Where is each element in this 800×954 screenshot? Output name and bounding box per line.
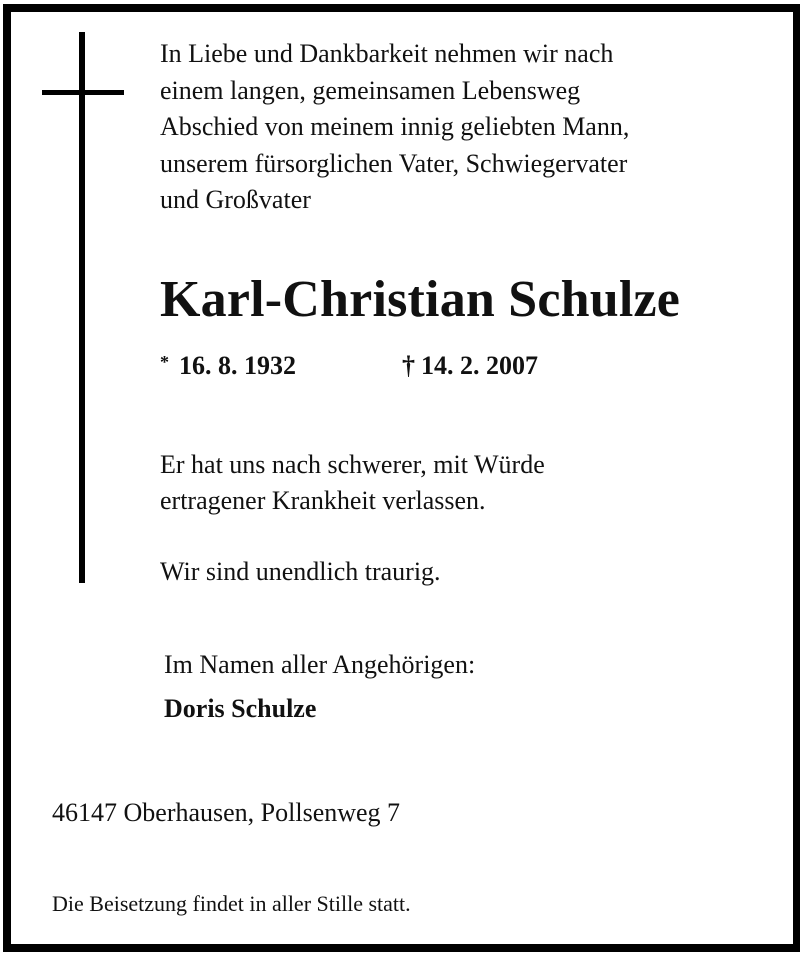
birth-star-icon: *	[160, 352, 169, 372]
intro-line: und Großvater	[160, 185, 311, 214]
sadness-line: Wir sind unendlich traurig.	[160, 557, 441, 586]
intro-line: unserem fürsorglichen Vater, Schwiegervater	[160, 148, 628, 178]
signer-name: Doris Schulze	[164, 694, 317, 723]
cross-horizontal-bar	[42, 90, 124, 95]
death-date-group	[402, 351, 538, 381]
intro-line: einem langen, gemeinsamen Lebensweg	[160, 75, 581, 105]
address: 46147 Oberhausen, Pollsenweg 7	[52, 798, 401, 827]
farewell-message	[160, 447, 545, 519]
cross-vertical-bar	[79, 32, 85, 583]
intro-line: In Liebe und Dankbarkeit nehmen wir nach	[160, 39, 614, 68]
funeral-note: Die Beisetzung findet in aller Stille statt.	[52, 891, 411, 916]
message-line: Er hat uns nach schwerer, mit Würde	[160, 450, 545, 479]
deceased-name: Karl-Christian Schulze	[160, 271, 681, 328]
message-line: ertragener Krankheit verlassen.	[160, 486, 486, 515]
intro-text	[160, 36, 629, 219]
birth-date: 16. 8. 1932	[179, 351, 296, 380]
birth-date-group	[160, 351, 296, 381]
on-behalf-label: Im Namen aller Angehörigen:	[164, 650, 476, 679]
intro-line: Abschied von meinem innig geliebten Mann,	[160, 112, 630, 141]
death-date: 14. 2. 2007	[421, 351, 538, 380]
death-dagger-icon: †	[402, 351, 415, 380]
